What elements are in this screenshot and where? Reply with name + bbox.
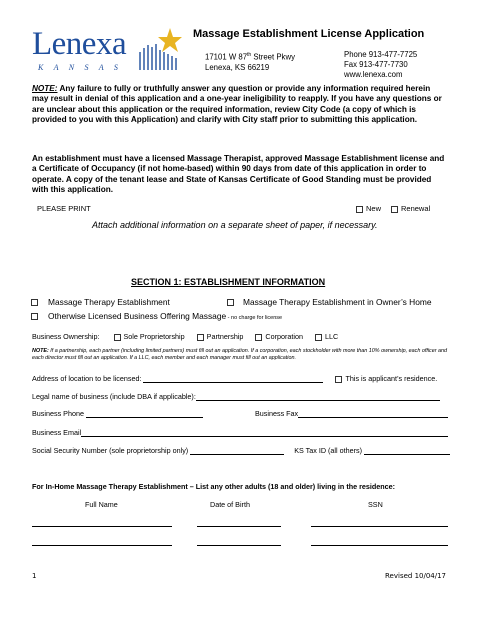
page-title: Massage Establishment License Application [193, 28, 425, 40]
business-ownership-row: Business Ownership: Sole Proprietorship Partnership Corporation LLC [32, 332, 339, 341]
city-contact [344, 50, 417, 80]
home-establishment-checkbox[interactable] [227, 299, 234, 306]
legal-name-row: Legal name of business (include DBA if applicable): [32, 392, 440, 401]
email-row: Business Email [32, 428, 448, 437]
fax-row: Business Fax [255, 409, 448, 418]
llc-checkbox[interactable] [315, 334, 322, 341]
ssn-input[interactable] [190, 448, 284, 455]
business-phone-input[interactable] [86, 411, 203, 418]
requirements-paragraph: An establishment must have a licensed Massage Therapist, approved Massage Establishment license and a Certificate of Occupancy (if not home-based) within 90 days from date of this application in order to operate. A copy of the tenant lease and State of Kansas Certificate of Good Standing must be provided with this application. [32, 154, 445, 195]
col-ssn: SSN [368, 500, 383, 509]
please-print-label: PLEASE PRINT [37, 204, 91, 213]
massage-establishment-checkbox[interactable] [31, 299, 38, 306]
inhome-ssn-line-1[interactable] [311, 526, 448, 527]
renewal-option[interactable]: Renewal [391, 204, 430, 213]
option-massage-establishment[interactable]: Massage Therapy Establishment [31, 297, 170, 307]
sole-prop-checkbox[interactable] [114, 334, 121, 341]
inhome-name-line-2[interactable] [32, 545, 172, 546]
legal-name-input[interactable] [196, 394, 440, 401]
logo-subtitle: K A N S A S [38, 63, 123, 72]
taxid-input[interactable] [364, 448, 450, 455]
business-fax-input[interactable] [298, 411, 448, 418]
attach-note: Attach additional information on a separate sheet of paper, if necessary. [92, 220, 378, 230]
option-home-establishment[interactable]: Massage Therapy Establishment in Owner’s Home [227, 297, 432, 307]
other-business-checkbox[interactable] [31, 313, 38, 320]
col-full-name: Full Name [85, 500, 118, 509]
col-dob: Date of Birth [210, 500, 250, 509]
logo-star-icon [136, 26, 182, 70]
sole-prop-option[interactable]: Sole Proprietorship [114, 332, 185, 341]
page-number: 1 [32, 572, 37, 580]
inhome-ssn-line-2[interactable] [311, 545, 448, 546]
address-line-2: Lenexa, KS 66219 [205, 62, 270, 72]
partnership-option[interactable]: Partnership [197, 332, 244, 341]
new-checkbox[interactable] [356, 206, 363, 213]
lenexa-logo [32, 26, 180, 82]
address-line-1: 17101 W 87th Street Pkwy [205, 52, 295, 62]
inhome-name-line-1[interactable] [32, 526, 172, 527]
inhome-title: For In-Home Massage Therapy Establishment – List any other adults (18 and older) living in the residence: [32, 482, 396, 491]
residence-option[interactable]: This is applicant’s residence. [335, 374, 437, 383]
city-address [205, 50, 295, 73]
address-row: Address of location to be licensed: This is applicant’s residence. [32, 374, 438, 383]
partnership-checkbox[interactable] [197, 334, 204, 341]
ownership-note: NOTE: If a partnership, each partner (including limited partners) must fill out an application. If a corporation, each stockholder with more than 10% ownership, each officer and each director must fill out an application. If a LLC, each member and each manager must fill out an application. [32, 348, 448, 361]
option-other-business[interactable]: Otherwise Licensed Business Offering Massage - no charge for license [31, 311, 282, 321]
section1-title: SECTION 1: ESTABLISHMENT INFORMATION [131, 277, 326, 287]
note-text: Any failure to fully or truthfully answer any question or provide any information required herein may result in denial of this application and a one-year ineligibility to reapply. If you have any questions or are unclear about this application or the required information, review City Code (a copy of which is provided to you with this Application) and clarify with City staff prior to submitting this application. [32, 84, 442, 125]
corporation-checkbox[interactable] [255, 334, 262, 341]
revised-date: Revised 10/04/17 [385, 572, 447, 580]
new-option[interactable]: New [356, 204, 381, 213]
phone-number: Phone 913-477-7725 [344, 50, 418, 59]
inhome-dob-line-1[interactable] [197, 526, 281, 527]
note-lead: NOTE: [32, 84, 58, 93]
warning-note [32, 84, 448, 126]
ssn-taxid-row: Social Security Number (sole proprietorship only) KS Tax ID (all others) [32, 446, 450, 455]
corporation-option[interactable]: Corporation [255, 332, 303, 341]
website-link[interactable]: www.lenexa.com [344, 70, 403, 79]
phone-row: Business Phone [32, 409, 203, 418]
renewal-checkbox[interactable] [391, 206, 398, 213]
business-email-input[interactable] [81, 430, 448, 437]
fax-number: Fax 913-477-7730 [344, 60, 408, 69]
residence-checkbox[interactable] [335, 376, 342, 383]
logo-wordmark: Lenexa [32, 26, 127, 62]
inhome-dob-line-2[interactable] [197, 545, 281, 546]
llc-option[interactable]: LLC [315, 332, 338, 341]
address-input[interactable] [143, 376, 323, 383]
